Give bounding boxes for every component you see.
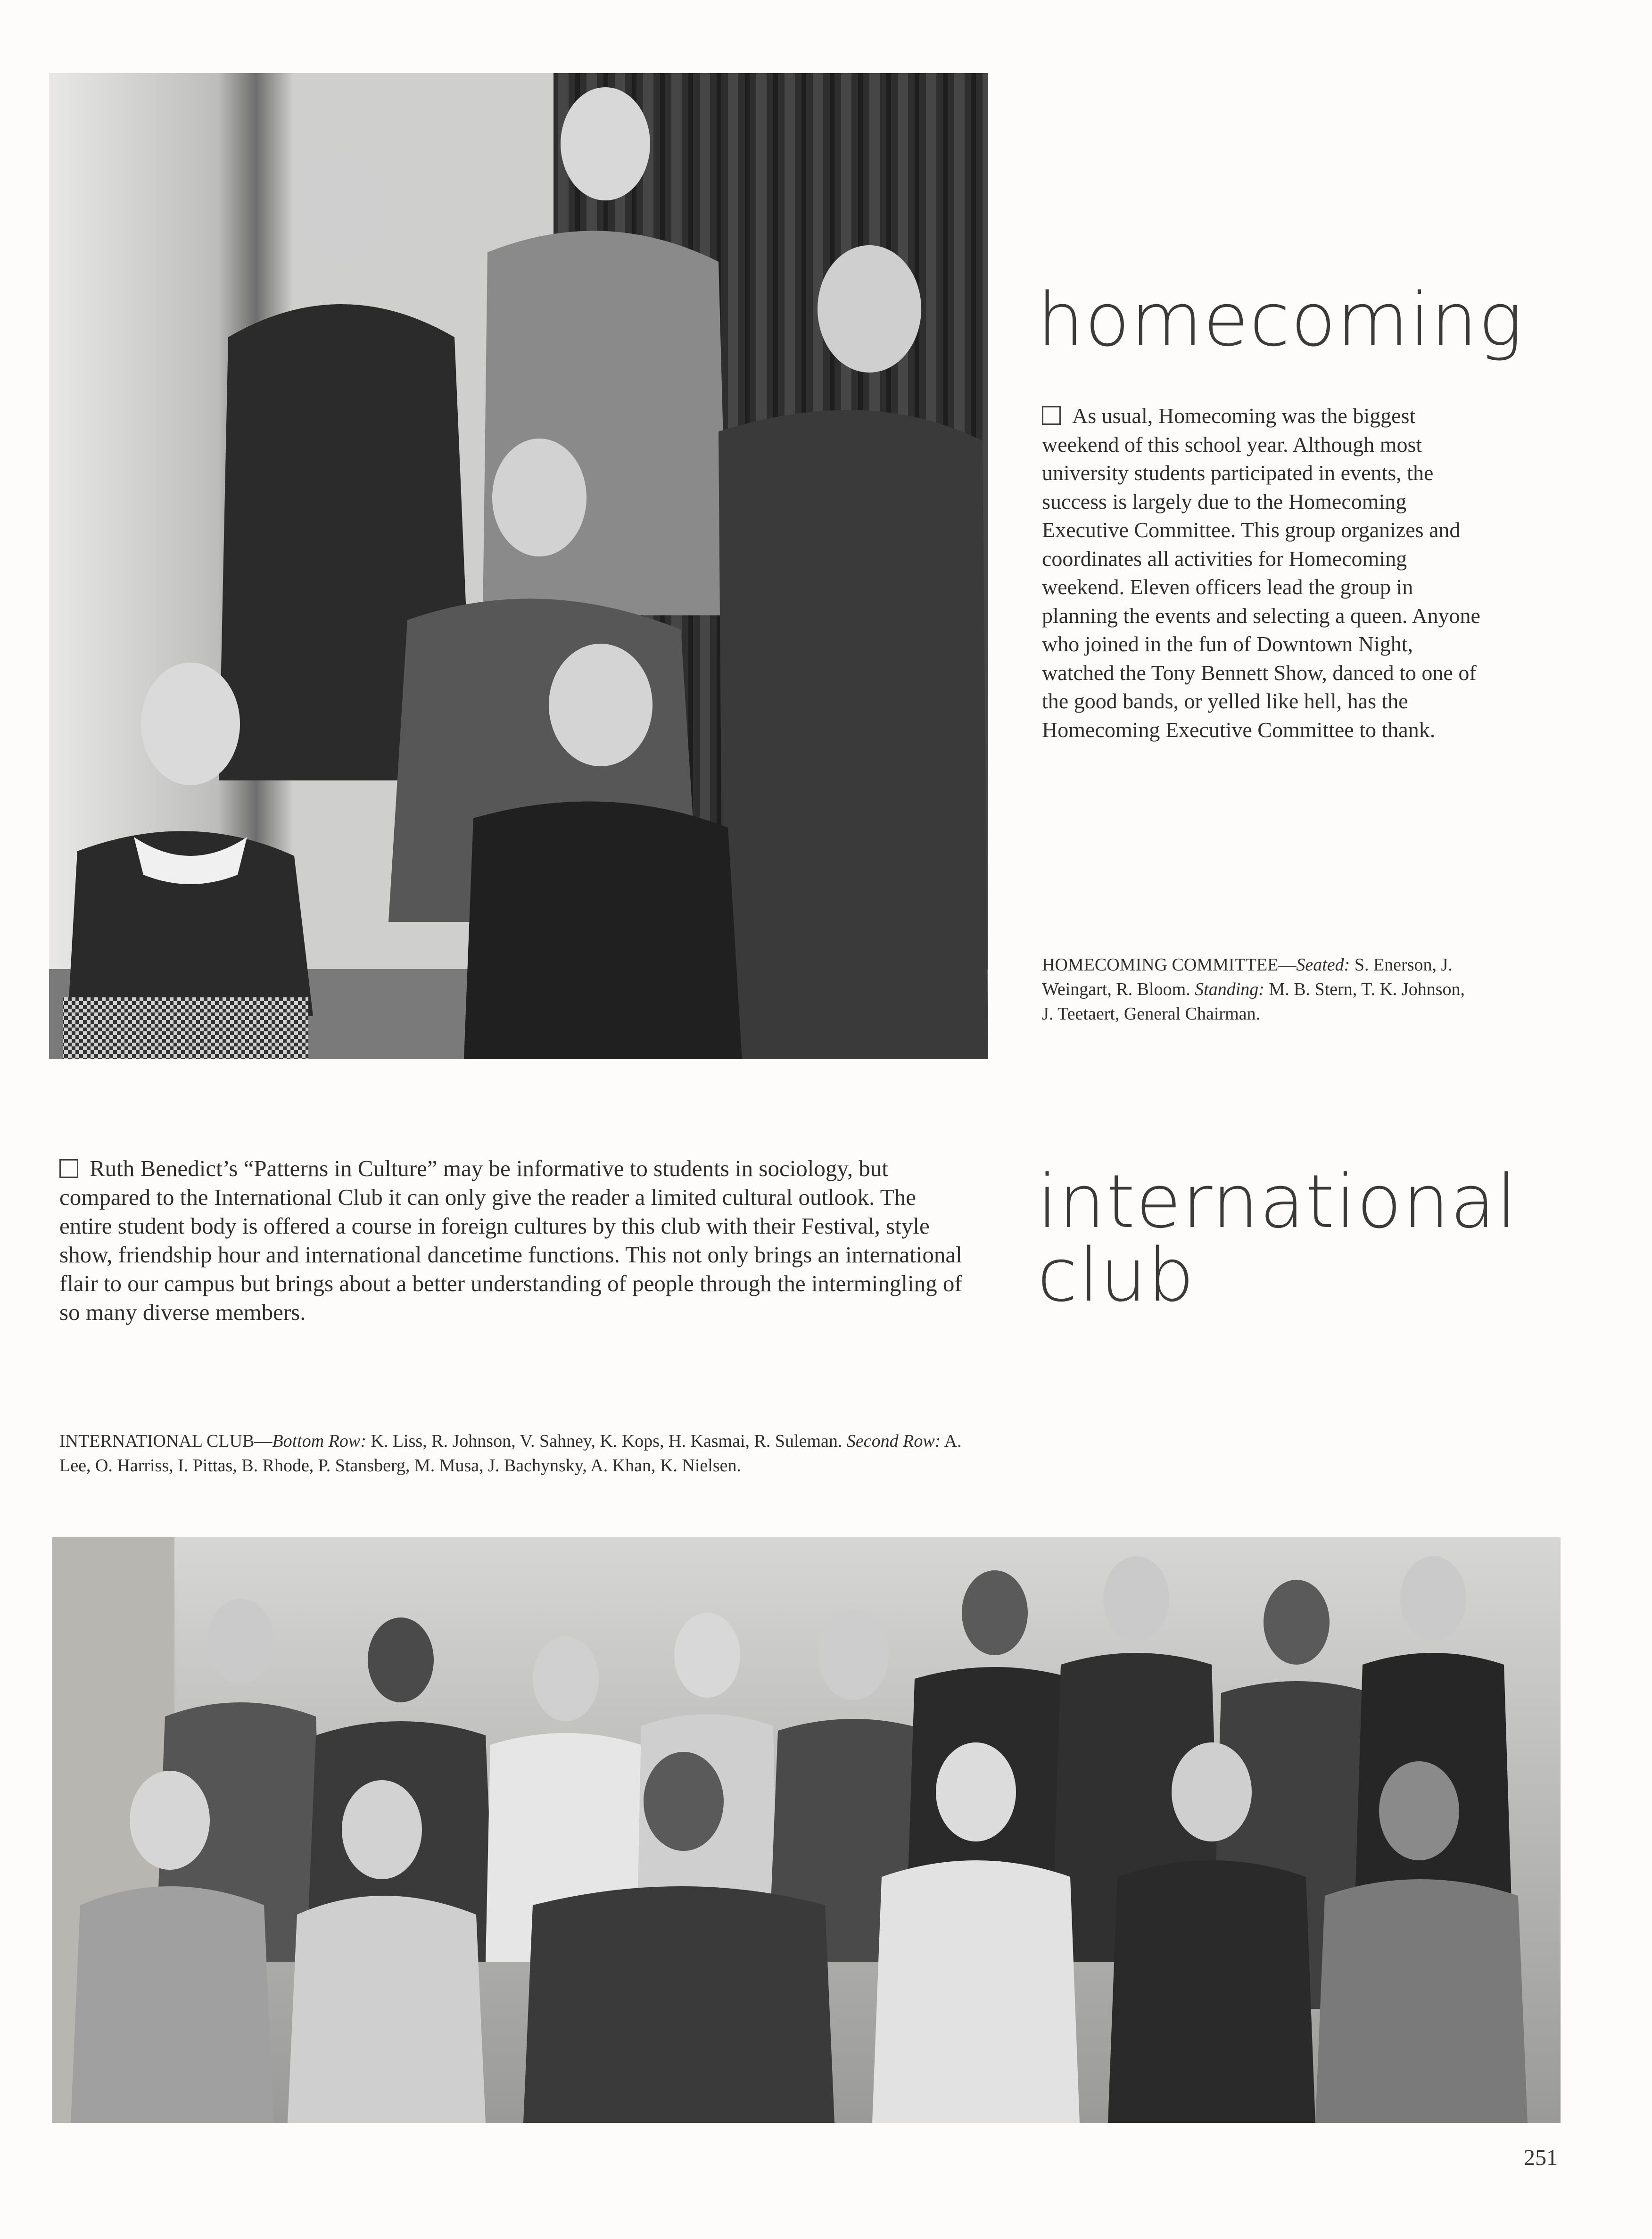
homecoming-body-paragraph: As usual, Homecoming was the biggest weekend of this school year. Although most university students participated in events, the success is largely due to the Homecoming Executive Committee. This group organizes and coordinates all activities for Homecoming weekend. Eleven officers lead the group in planning the events and selecting a queen. Anyone who joined in the fun of Downtown Night, watched the Tony Bennett Show, danced to one of the good bands, or yelled like hell, has the Homecoming Executive Committee to thank. bbox=[1042, 404, 1480, 742]
checkbox-square-icon bbox=[1042, 406, 1061, 425]
page-number: 251 bbox=[1524, 2145, 1558, 2170]
caption-second-row-label: Second Row: bbox=[846, 1431, 941, 1451]
checkbox-square-icon bbox=[59, 1159, 78, 1178]
international-club-body-paragraph: Ruth Benedict’s “Patterns in Culture” may be informative to students in sociology, but compared to the International Club it can only give the reader a limited cultural outlook. The entire student body is offered a course in foreign cultures by this club with their Festival, style show, friendship hour and international dancetime functions. This not only brings an international flair to our campus but brings about a better understanding of people through the intermingling of so many diverse members. bbox=[59, 1155, 962, 1325]
international-club-photo bbox=[52, 1537, 1561, 2123]
homecoming-committee-photo bbox=[49, 73, 988, 1059]
caption-heading: HOMECOMING COMMITTEE— bbox=[1042, 955, 1297, 975]
title-line-1: international bbox=[1037, 1159, 1518, 1244]
homecoming-caption bbox=[1042, 953, 1476, 1026]
caption-bottom-row-label: Bottom Row: bbox=[272, 1431, 366, 1451]
international-club-body-text bbox=[59, 1154, 974, 1327]
caption-second-row-names: A. Lee, O. Harriss, I. Pittas, B. Rhode, P. Stansberg, M. Musa, J. Bachynsky, A. Khan, K. Nielsen. bbox=[59, 1431, 962, 1476]
homecoming-body-text bbox=[1042, 402, 1480, 744]
caption-standing-names: M. B. Stern, T. K. Johnson, J. Teetaert, General Chairman. bbox=[1042, 979, 1465, 1024]
caption-bottom-row-names: K. Liss, R. Johnson, V. Sahney, K. Kops, H. Kasmai, R. Suleman. bbox=[366, 1431, 847, 1451]
homecoming-title: homecoming bbox=[1037, 277, 1524, 363]
international-club-title bbox=[1037, 1159, 1518, 1318]
title-line-2: club bbox=[1037, 1232, 1196, 1318]
caption-standing-label: Standing: bbox=[1195, 979, 1264, 999]
caption-heading: INTERNATIONAL CLUB— bbox=[59, 1431, 273, 1451]
international-club-caption bbox=[59, 1429, 965, 1478]
caption-seated-label: Seated: bbox=[1296, 955, 1350, 975]
caption-seated-names: S. Enerson, J. Weingart, R. Bloom. bbox=[1042, 955, 1453, 999]
